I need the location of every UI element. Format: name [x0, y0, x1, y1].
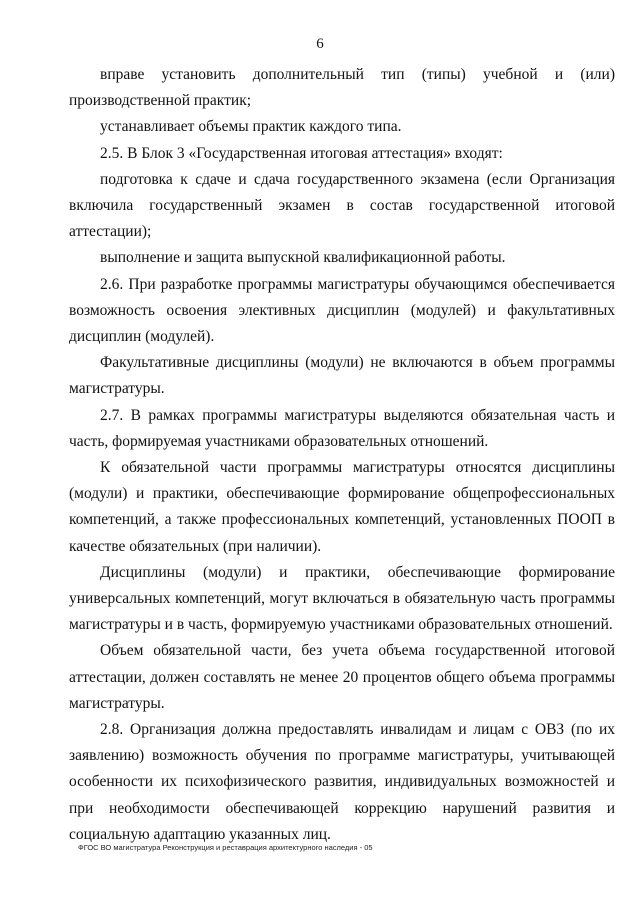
- page-footer: ФГОС ВО магистратура Реконструкция и реставрация архитектурного наследия - 05: [78, 843, 373, 852]
- paragraph: подготовка к сдаче и сдача государственного экзамена (если Организация включила государственный экзамен в состав государственной итоговой аттестации);: [69, 170, 615, 241]
- paragraph: вправе установить дополнительный тип (типы) учебной и (или) производственной практик;: [69, 66, 615, 110]
- paragraph: Объем обязательной части, без учета объема государственной итоговой аттестации, должен составлять не менее 20 процентов общего объема программы магистратуры.: [69, 642, 615, 712]
- paragraph: устанавливает объемы практик каждого типа.: [100, 118, 402, 136]
- paragraph: 2.7. В рамках программы магистратуры выделяются обязательная часть и часть, формируемая участниками образовательных отношений.: [69, 406, 615, 450]
- paragraph: 2.8. Организация должна предоставлять инвалидам и лицам с ОВЗ (по их заявлению) возможность обучения по программе магистратуры, учитывающей особенности их психофизического развития, индивидуальных возможностей и при необходимости обеспечивающей коррекцию нарушений развития и социальную адаптацию указанных лиц.: [69, 721, 615, 843]
- paragraph: Дисциплины (модули) и практики, обеспечивающие формирование универсальных компетенций, могут включаться в обязательную часть программы магистратуры и в часть, формируемую участниками образовательных отношений.: [69, 563, 615, 634]
- paragraph: 2.5. В Блок 3 «Государственная итоговая аттестация» входят:: [100, 144, 503, 162]
- page-number: 6: [316, 36, 324, 52]
- paragraph: выполнение и защита выпускной квалификационной работы.: [100, 249, 506, 267]
- paragraph: 2.6. При разработке программы магистратуры обучающимся обеспечивается возможность освоения элективных дисциплин (модулей) и факультативных дисциплин (модулей).: [69, 275, 615, 346]
- document-body: [69, 62, 615, 848]
- paragraph: К обязательной части программы магистратуры относятся дисциплины (модули) и практики, обеспечивающие формирование общепрофессиональных компетенций, а также профессиональных компетенций, установленных ПООП в качестве обязательных (при наличии).: [69, 459, 615, 555]
- paragraph: Факультативные дисциплины (модули) не включаются в объем программы магистратуры.: [69, 354, 615, 398]
